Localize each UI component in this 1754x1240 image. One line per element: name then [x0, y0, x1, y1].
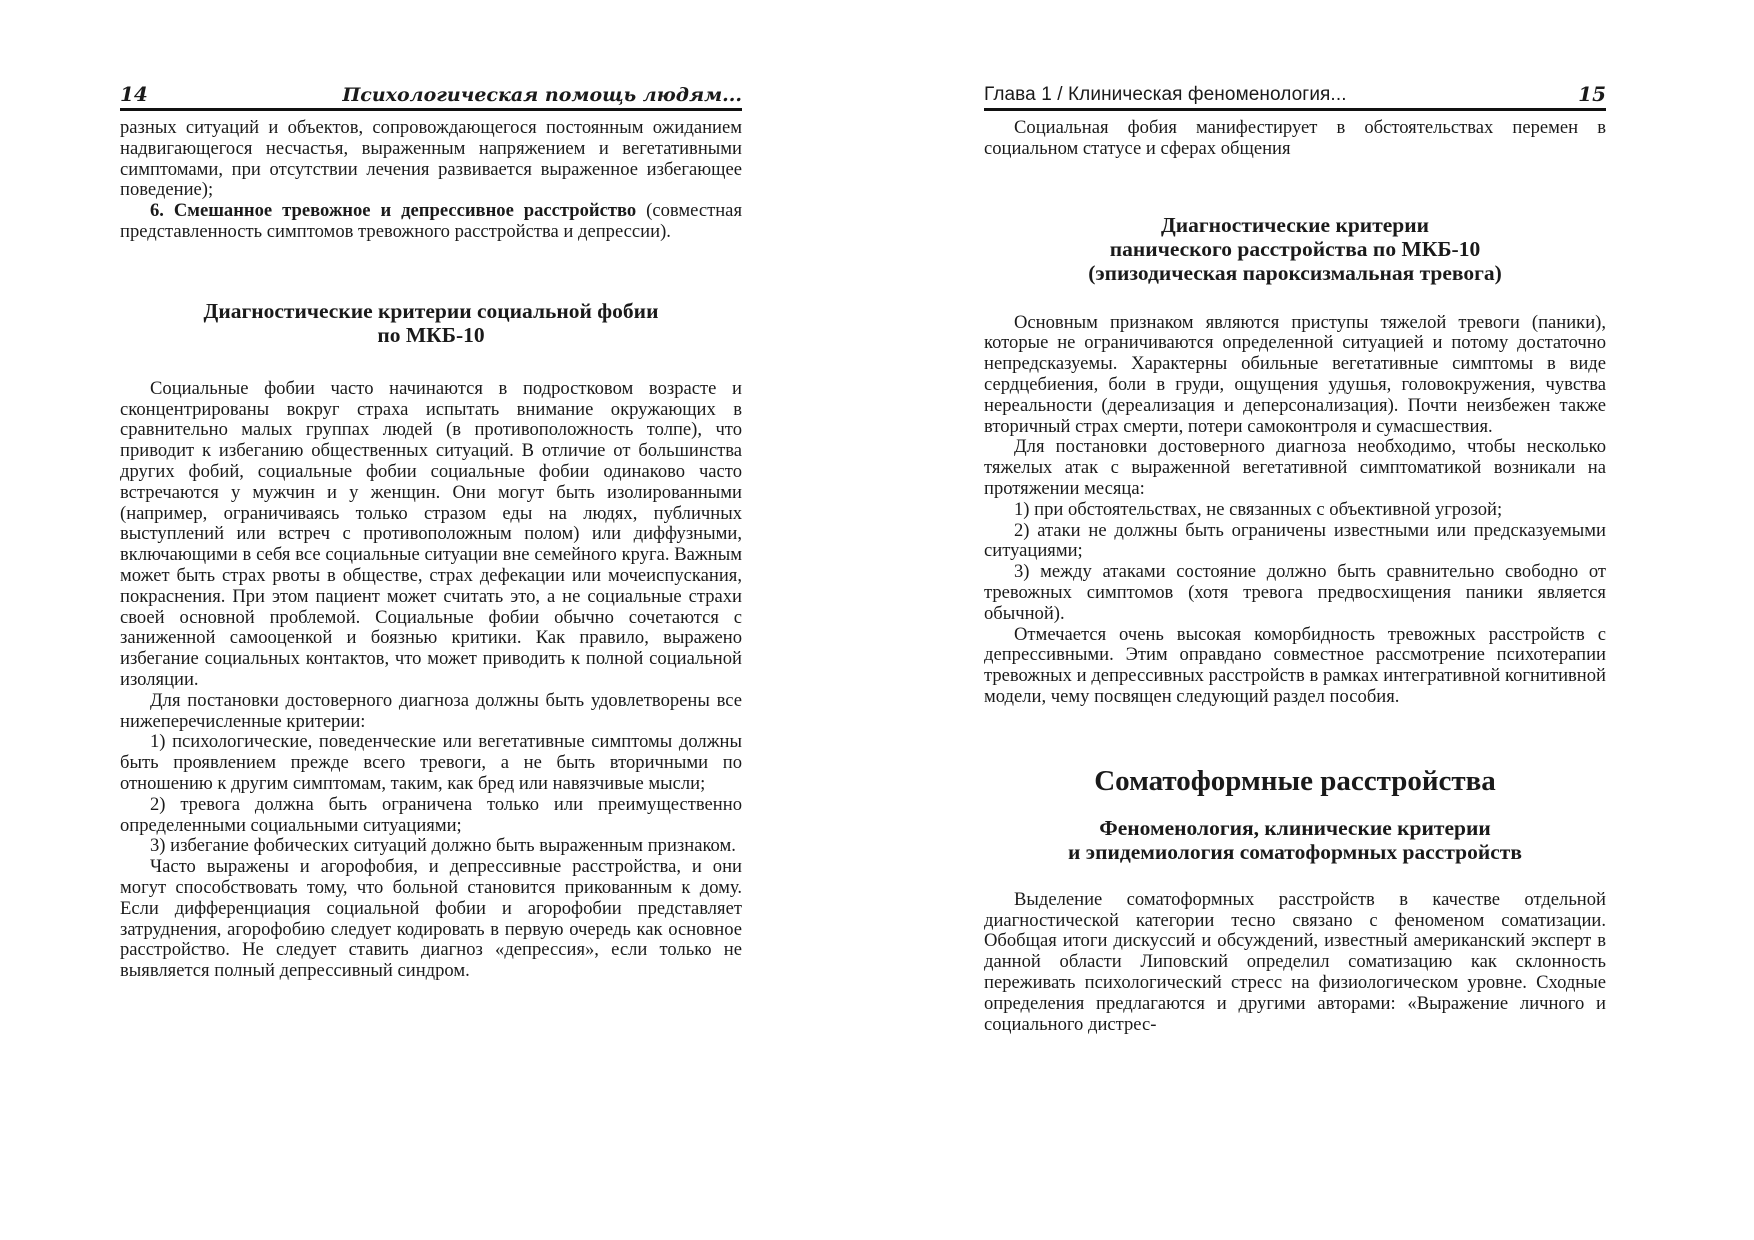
- paragraph: Отмечается очень высокая коморбидность тревожных расстройств с депрессивными. Этим оправдано совместное рассмотрение психотерапии тревожных и депрессивных расстройств в рамках интегративной когнитивной модели, чему посвящен следующий раздел пособия.: [984, 623, 1606, 707]
- paragraph: Для постановки достоверного диагноза необходимо, чтобы несколько тяжелых атак с выраженной вегетативной симптоматикой возникали на протяжении месяца:: [984, 436, 1606, 499]
- paragraph: Социальные фобии часто начинаются в подростковом возрасте и сконцентрированы вокруг страха испытать внимание окружающих в сравнительно малых группах людей (в противоположность толпе), что приводит к избеганию общественных ситуаций. В отличие от большинства других фобий, социальные фобии социальные фобии одинаково часто встречаются у мужчин и у женщин. Они могут быть изолированными (например, ограничиваясь только стразом еды на людях, публичных выступлений или встреч с противоположным полом) или диффузными, включающими в себя все социальные ситуации вне семейного круга. Важным может быть страх рвоты в обществе, страх дефекации или мочеиспускания, покраснения. При этом пациент может считать это, а не социальные страхи своей основной проблемой. Социальные фобии обычно сочетаются с заниженной самооценкой и боязнью критики. Как правило, выражено избегание социальных контактов, что может приводить к полной социальной изоляции.: [120, 377, 742, 690]
- list-item: 1) психологические, поведенческие или вегетативные симптомы должны быть проявлением прежде всего тревоги, а не быть вторичными по отношению к другим симптомам, таким, как бред или навязчивые мысли;: [120, 731, 742, 794]
- paragraph: Выделение соматоформных расстройств в качестве отдельной диагностической категории тесно связано с феноменом соматизации. Обобщая итоги дискуссий и обсуждений, известный американский эксперт в данной области Липовский определил соматизацию как склонность переживать психологический стресс на физиологическом уровне. Сходные определения предлагаются и другими авторами: «Выражение личного и социального дистрес-: [984, 888, 1606, 1035]
- chapter-heading: Соматоформные расстройства: [1094, 764, 1496, 797]
- list-item-6: [120, 201, 742, 243]
- section-heading-line: Диагностические критерии социальной фобии: [203, 298, 659, 323]
- left-running-header: [120, 78, 742, 111]
- paragraph: Социальная фобия манифестирует в обстоятельствах перемен в социальном статусе и сферах общения: [984, 117, 1606, 159]
- running-title: Глава 1 / Клиническая феноменология...: [984, 84, 1347, 105]
- left-page-body: [120, 118, 742, 982]
- section-heading-line: и эпидемиология соматоформных расстройств: [1068, 839, 1522, 864]
- list-item-6-text: (совместная представленность симптомов тревожного расстройства и депрессии).: [120, 200, 742, 242]
- page-number: 14: [120, 82, 148, 106]
- left-page: [120, 0, 742, 1240]
- list-item: 1) при обстоятельствах, не связанных с объективной угрозой;: [1014, 498, 1503, 520]
- right-running-header: [984, 78, 1606, 111]
- section-heading: [120, 299, 742, 347]
- running-title: Психологическая помощь людям...: [342, 84, 742, 106]
- list-item: 3) между атаками состояние должно быть сравнительно свободно от тревожных симптомов (хотя тревога предвосхищения паники является обычной).: [984, 561, 1606, 624]
- section-heading-line: Феноменология, клинические критерии: [1099, 815, 1491, 840]
- paragraph: Основным признаком являются приступы тяжелой тревоги (паники), которые не ограничиваются определенной ситуацией и потому достаточно непредсказуемы. Характерны обильные вегетативные симптомы в виде сердцебиения, боли в груди, ощущения удушья, головокружения, чувства нереальности (дереализация и деперсонализация). Почти неизбежен также вторичный страх смерти, потери самоконтроля и сумасшествия.: [984, 311, 1606, 437]
- list-item: 3) избегание фобических ситуаций должно быть выраженным признаком.: [150, 835, 736, 857]
- section-heading: [984, 213, 1606, 285]
- page-number: 15: [1578, 82, 1606, 106]
- section-heading: [984, 816, 1606, 864]
- section-heading-line: (эпизодическая пароксизмальная тревога): [1088, 260, 1502, 285]
- list-item: 2) атаки не должны быть ограничены известными или предсказуемыми ситуациями;: [984, 519, 1606, 562]
- paragraph: Для постановки достоверного диагноза должны быть удовлетворены все нижеперечисленные критерии:: [120, 689, 742, 732]
- list-item: 2) тревога должна быть ограничена только или преимущественно определенными социальными ситуациями;: [120, 793, 742, 836]
- section-heading-line: панического расстройства по МКБ-10: [1109, 236, 1481, 261]
- section-heading-line: по МКБ-10: [377, 322, 485, 347]
- right-page: [984, 0, 1606, 1240]
- section-heading-line: Диагностические критерии: [1160, 212, 1430, 237]
- paragraph: разных ситуаций и объектов, сопровождающегося постоянным ожиданием надвигающегося несчастья, выраженным напряжением и вегетативными симптомами, при отсутствии лечения развивается выраженное избегающее поведение);: [120, 117, 742, 201]
- paragraph: Часто выражены и агорофобия, и депрессивные расстройства, и они могут способствовать тому, что больной становится прикованным к дому. Если дифференциация социальной фобии и агорофобии представляет затруднения, агорофобию следует кодировать в первую очередь как основное расстройство. Не следует ставить диагноз «депрессия», если только не выявляется полный депрессивный синдром.: [120, 856, 742, 982]
- list-item-6-title: 6. Смешанное тревожное и депрессивное расстройство: [150, 200, 637, 222]
- right-page-body: [984, 118, 1606, 1035]
